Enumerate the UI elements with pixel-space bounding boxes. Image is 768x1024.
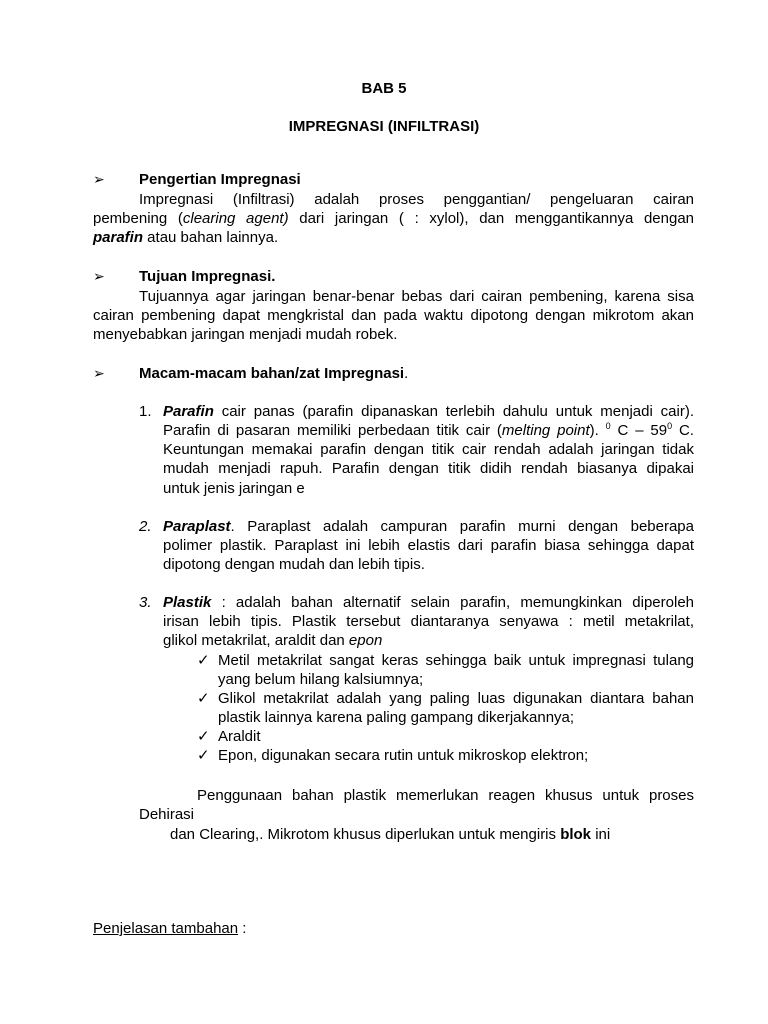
list-item-line: mudah menjadi rapuh. Parafin dengan titik didih rendah biasanya dipakai	[163, 460, 694, 477]
paragraph-line: cairan pembening dapat mengkristal dan pada waktu dipotong dengan mikrotom akan	[93, 307, 694, 324]
list-item-line: Keuntungan memakai parafin dengan titik cair rendah adalah jaringan tidak	[163, 441, 694, 458]
list-item-line: Paraplast. Paraplast adalah campuran parafin murni dengan beberapa	[163, 518, 694, 535]
arrow-bullet-icon: ➢	[93, 268, 105, 284]
check-item-line: plastik lainnya karena paling gampang dikerjakannya;	[218, 709, 575, 726]
check-item-line: yang belum hilang kalsiumnya;	[218, 671, 424, 688]
section-heading-pengertian: Pengertian Impregnasi	[139, 171, 301, 188]
arrow-bullet-icon: ➢	[93, 171, 105, 187]
paragraph-line: pembening (clearing agent) dari jaringan ( : xylol), dan menggantikannya dengan	[93, 210, 694, 227]
list-item-line: Parafin di pasaran memiliki perbedaan titik cair (melting point). $^0$ C – $59^0$ C.	[163, 421, 694, 439]
paragraph-line: Tujuannya agar jaringan benar-benar bebas dari cairan pembening, karena sisa	[139, 288, 694, 305]
check-item-line: Araldit	[218, 728, 261, 745]
closing-line: Dehirasi	[139, 806, 195, 823]
list-number: 3.	[139, 594, 152, 611]
list-item-line: irisan lebih tipis. Plastik tersebut diantaranya senyawa : metil metakrilat,	[163, 613, 694, 630]
closing-line: Penggunaan bahan plastik memerlukan reagen khusus untuk proses	[197, 787, 694, 804]
check-icon: ✓	[197, 747, 210, 764]
list-item-line: untuk jenis jaringan e	[163, 480, 305, 497]
arrow-bullet-icon: ➢	[93, 365, 105, 381]
chapter-title: BAB 5	[361, 80, 407, 97]
list-number: 2.	[139, 518, 152, 535]
list-item-line: Plastik : adalah bahan alternatif selain parafin, memungkinkan diperoleh	[163, 594, 694, 611]
check-item-line: Glikol metakrilat adalah yang paling luas digunakan diantara bahan	[218, 690, 694, 707]
list-item-line: polimer plastik. Paraplast ini lebih elastis dari parafin biasa sehingga dapat	[163, 537, 694, 554]
paragraph-line: parafin atau bahan lainnya.	[93, 229, 279, 246]
check-item-line: Epon, digunakan secara rutin untuk mikroskop elektron;	[218, 747, 589, 764]
paragraph-line: menyebabkan jaringan menjadi mudah robek.	[93, 326, 398, 343]
check-item-line: Metil metakrilat sangat keras sehingga baik untuk impregnasi tulang	[218, 652, 694, 669]
section-heading-tujuan: Tujuan Impregnasi.	[139, 268, 276, 285]
list-item-line: dipotong dengan mudah dan lebih tipis.	[163, 556, 425, 573]
list-item-line: glikol metakrilat, araldit dan epon	[163, 632, 383, 649]
check-icon: ✓	[197, 690, 210, 707]
section-heading-macam: Macam-macam bahan/zat Impregnasi.	[139, 365, 409, 382]
check-icon: ✓	[197, 728, 210, 745]
check-icon: ✓	[197, 652, 210, 669]
closing-line: dan Clearing,. Mikrotom khusus diperlukan untuk mengiris blok ini	[170, 826, 611, 843]
footer-heading: Penjelasan tambahan :	[93, 920, 247, 937]
list-item-line: Parafin cair panas (parafin dipanaskan terlebih dahulu untuk menjadi cair).	[163, 403, 694, 420]
page-title: IMPREGNASI (INFILTRASI)	[288, 118, 480, 135]
paragraph-line: Impregnasi (Infiltrasi) adalah proses penggantian/ pengeluaran cairan	[139, 191, 694, 208]
list-number: 1.	[139, 403, 152, 420]
